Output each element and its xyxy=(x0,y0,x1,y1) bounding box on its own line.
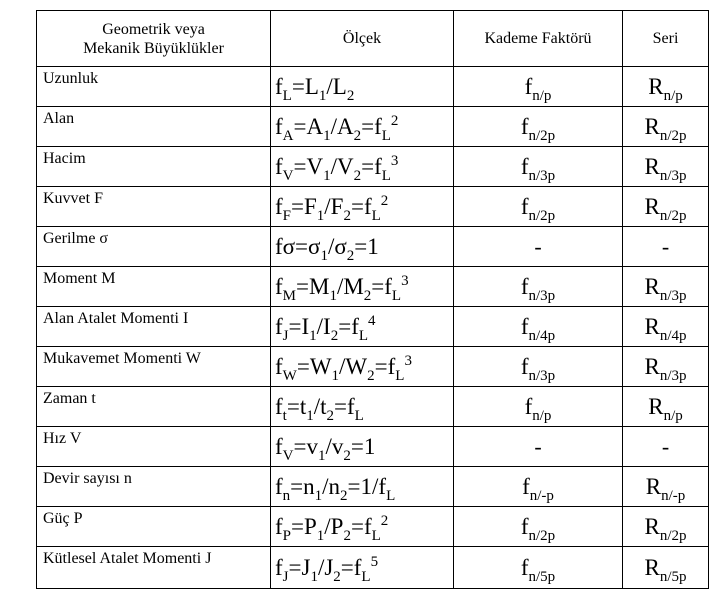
subscript: n/p xyxy=(532,407,552,424)
expr-text: f xyxy=(275,73,283,99)
series-cell xyxy=(623,67,709,107)
subscript: L xyxy=(361,568,371,585)
quantity-cell: Kuvvet F xyxy=(37,187,271,227)
expr-text: =f xyxy=(350,513,372,539)
factor-cell xyxy=(454,67,623,107)
subscript: 2 xyxy=(343,447,351,464)
subscript: 1 xyxy=(329,287,337,304)
scale-cell xyxy=(271,547,454,589)
table-header xyxy=(37,11,709,67)
factor-cell xyxy=(454,187,623,227)
table-row xyxy=(37,507,709,547)
expr-text: f xyxy=(275,153,283,179)
header-series: Seri xyxy=(623,11,709,67)
quantity-cell: Devir sayısı n xyxy=(37,467,271,507)
subscript: L xyxy=(395,367,405,384)
expr-text: f xyxy=(275,273,283,299)
expr-text: R xyxy=(644,153,660,179)
table-body xyxy=(37,67,709,589)
expr-text: =f xyxy=(361,153,382,179)
subscript: V xyxy=(282,447,294,464)
expr-text: R xyxy=(644,193,660,219)
expr-text: f xyxy=(275,433,283,459)
quantity-cell: Uzunluk xyxy=(37,67,271,107)
expr-text: =v xyxy=(293,433,318,459)
factor-cell xyxy=(454,387,623,427)
subscript: 2 xyxy=(367,367,375,384)
table-row xyxy=(37,187,709,227)
expr-text: =M xyxy=(296,273,330,299)
series-cell xyxy=(623,507,709,547)
expr-text: /W xyxy=(339,353,368,379)
expr-text: =f xyxy=(361,113,382,139)
expr-text: R xyxy=(645,473,662,499)
table-row xyxy=(37,387,709,427)
factor-cell xyxy=(454,227,623,267)
expr-text: f xyxy=(275,513,283,539)
subscript: n/3p xyxy=(659,367,687,384)
subscript: 1 xyxy=(323,127,331,144)
subscript: n/3p xyxy=(659,167,687,184)
header-quantity-line1: Geometrik veya xyxy=(102,20,205,38)
series-cell xyxy=(623,187,709,227)
scale-cell xyxy=(271,507,454,547)
quantity-cell: Moment M xyxy=(37,267,271,307)
expr-text: f xyxy=(275,554,283,580)
subscript: n/p xyxy=(663,407,683,424)
subscript: 1 xyxy=(320,247,328,264)
subscript: 2 xyxy=(346,87,355,104)
expr-text: /F xyxy=(324,193,344,219)
expr-text: R xyxy=(644,353,660,379)
expr-text: f xyxy=(520,193,529,219)
factor-cell xyxy=(454,507,623,547)
expr-text: f xyxy=(520,313,529,339)
subscript: 1 xyxy=(323,167,331,184)
scale-cell xyxy=(271,347,454,387)
expr-text: =I xyxy=(288,313,310,339)
table-row xyxy=(37,67,709,107)
subscript: F xyxy=(282,207,292,224)
expr-text: /P xyxy=(324,513,344,539)
expr-text: =1/f xyxy=(347,473,387,499)
subscript: 2 xyxy=(353,167,362,184)
subscript: n/3p xyxy=(659,287,687,304)
series-cell xyxy=(623,307,709,347)
subscript: 2 xyxy=(333,568,341,585)
expr-text: f xyxy=(522,473,530,499)
expr-text: =A xyxy=(293,113,324,139)
expr-text: f xyxy=(520,353,529,379)
subscript: n/2p xyxy=(528,127,556,144)
subscript: 1 xyxy=(318,87,327,104)
subscript: 2 xyxy=(326,407,334,424)
subscript: L xyxy=(354,407,364,424)
expr-text: =f xyxy=(338,313,359,339)
expr-text: f xyxy=(520,273,529,299)
expr-text: =f xyxy=(340,554,362,580)
table-row xyxy=(37,107,709,147)
subscript: 1 xyxy=(318,447,326,464)
expr-text: /I xyxy=(316,313,331,339)
series-cell xyxy=(623,547,709,589)
expr-text: =V xyxy=(293,153,324,179)
subscript: n/4p xyxy=(659,327,687,344)
header-factor: Kademe Faktörü xyxy=(454,11,623,67)
subscript: 1 xyxy=(331,367,340,384)
subscript: n/-p xyxy=(661,487,686,504)
superscript: 3 xyxy=(401,272,409,289)
expr-text: /M xyxy=(336,273,364,299)
subscript: n/2p xyxy=(528,207,556,224)
expr-text: =P xyxy=(291,513,317,539)
superscript: 5 xyxy=(370,553,379,570)
subscript: n/5p xyxy=(528,568,556,585)
subscript: 2 xyxy=(330,327,339,344)
quantity-cell: Hız V xyxy=(37,427,271,467)
subscript: J xyxy=(282,568,289,585)
expr-text: /L xyxy=(326,73,347,99)
subscript: A xyxy=(282,127,294,144)
subscript: V xyxy=(282,167,294,184)
subscript: 2 xyxy=(343,527,351,544)
header-scale: Ölçek xyxy=(271,11,454,67)
subscript: 1 xyxy=(316,527,325,544)
expr-text: f xyxy=(275,393,283,419)
subscript: n/3p xyxy=(528,167,556,184)
subscript: L xyxy=(282,87,292,104)
subscript: 2 xyxy=(363,287,372,304)
factor-cell xyxy=(454,347,623,387)
subscript: 2 xyxy=(353,127,362,144)
factor-cell xyxy=(454,427,623,467)
expr-text: R xyxy=(644,513,660,539)
table-row xyxy=(37,467,709,507)
scale-cell xyxy=(271,387,454,427)
expr-text: =f xyxy=(350,193,372,219)
expr-text: =F xyxy=(291,193,317,219)
series-cell xyxy=(623,267,709,307)
subscript: n/4p xyxy=(528,327,556,344)
series-cell xyxy=(623,227,709,267)
superscript: 2 xyxy=(380,512,389,529)
expr-text: f xyxy=(275,473,283,499)
factor-cell xyxy=(454,547,623,589)
expr-text: =J xyxy=(288,554,311,580)
expr-text: f xyxy=(275,193,283,219)
factor-cell xyxy=(454,467,623,507)
factor-cell xyxy=(454,267,623,307)
expr-text: =f xyxy=(334,393,355,419)
superscript: 4 xyxy=(368,312,376,329)
scale-cell xyxy=(271,187,454,227)
quantity-cell: Mukavemet Momenti W xyxy=(37,347,271,387)
expr-text: f xyxy=(520,513,529,539)
expr-text: f xyxy=(524,73,533,99)
subscript: n xyxy=(282,487,291,504)
scale-cell xyxy=(271,227,454,267)
expr-text: f xyxy=(524,393,533,419)
subscript: 1 xyxy=(310,568,318,585)
scale-factor-table xyxy=(36,10,709,589)
expr-text: - xyxy=(534,233,542,259)
expr-text: - xyxy=(534,433,542,459)
subscript: J xyxy=(282,327,289,344)
expr-text: f xyxy=(520,554,529,580)
scale-cell xyxy=(271,107,454,147)
expr-text: R xyxy=(644,273,660,299)
subscript: L xyxy=(381,127,391,144)
table-row xyxy=(37,147,709,187)
expr-text: f xyxy=(520,113,529,139)
factor-cell xyxy=(454,147,623,187)
series-cell xyxy=(623,467,709,507)
scale-cell xyxy=(271,467,454,507)
expr-text: =t xyxy=(286,393,307,419)
table-row xyxy=(37,427,709,467)
expr-text: R xyxy=(648,73,664,99)
table-row xyxy=(37,267,709,307)
subscript: n/2p xyxy=(659,527,687,544)
subscript: 2 xyxy=(340,487,348,504)
subscript: M xyxy=(282,287,297,304)
subscript: W xyxy=(282,367,297,384)
table-row xyxy=(37,547,709,589)
scale-cell xyxy=(271,147,454,187)
quantity-cell: Kütlesel Atalet Momenti J xyxy=(37,547,271,589)
subscript: 1 xyxy=(306,407,314,424)
table-row xyxy=(37,347,709,387)
expr-text: /σ xyxy=(327,233,347,259)
expr-text: =f xyxy=(371,273,392,299)
quantity-cell: Hacim xyxy=(37,147,271,187)
expr-text: =1 xyxy=(354,233,379,259)
subscript: n/5p xyxy=(659,568,687,585)
expr-text: - xyxy=(661,233,670,259)
expr-text: f xyxy=(275,353,283,379)
scale-cell xyxy=(271,67,454,107)
subscript: L xyxy=(386,487,396,504)
header-quantity-line2: Mekanik Büyüklükler xyxy=(83,39,224,57)
table-row xyxy=(37,227,709,267)
scale-cell xyxy=(271,267,454,307)
expr-text: /V xyxy=(330,153,354,179)
superscript: 2 xyxy=(390,112,399,129)
expr-text: - xyxy=(661,433,670,459)
expr-text: R xyxy=(644,554,660,580)
quantity-cell: Gerilme σ xyxy=(37,227,271,267)
series-cell xyxy=(623,347,709,387)
superscript: 3 xyxy=(404,352,412,369)
expr-text: =1 xyxy=(350,433,376,459)
expr-text: fσ=σ xyxy=(275,233,321,259)
subscript: L xyxy=(371,207,381,224)
factor-cell xyxy=(454,307,623,347)
expr-text: /J xyxy=(317,554,334,580)
subscript: L xyxy=(358,327,369,344)
subscript: 1 xyxy=(316,207,325,224)
subscript: n/2p xyxy=(528,527,556,544)
expr-text: R xyxy=(644,313,660,339)
expr-text: f xyxy=(520,153,529,179)
subscript: 2 xyxy=(346,247,355,264)
quantity-cell: Alan xyxy=(37,107,271,147)
subscript: 1 xyxy=(314,487,323,504)
expr-text: /n xyxy=(322,473,341,499)
quantity-cell: Güç P xyxy=(37,507,271,547)
factor-cell xyxy=(454,107,623,147)
series-cell xyxy=(623,147,709,187)
series-cell xyxy=(623,387,709,427)
subscript: L xyxy=(381,167,391,184)
series-cell xyxy=(623,107,709,147)
series-cell xyxy=(623,427,709,467)
expr-text: =n xyxy=(290,473,315,499)
subscript: n/2p xyxy=(659,127,687,144)
subscript: n/3p xyxy=(528,287,556,304)
subscript: L xyxy=(371,527,381,544)
superscript: 2 xyxy=(380,192,389,209)
subscript: n/p xyxy=(663,87,683,104)
expr-text: =f xyxy=(374,353,396,379)
subscript: 2 xyxy=(343,207,351,224)
subscript: n/p xyxy=(532,87,552,104)
subscript: n/2p xyxy=(659,207,687,224)
header-row xyxy=(37,11,709,67)
subscript: L xyxy=(391,287,402,304)
expr-text: /A xyxy=(330,113,354,139)
quantity-cell: Alan Atalet Momenti I xyxy=(37,307,271,347)
expr-text: f xyxy=(275,313,283,339)
expr-text: R xyxy=(648,393,664,419)
header-quantity xyxy=(37,11,271,67)
subscript: 1 xyxy=(309,327,317,344)
expr-text: /t xyxy=(313,393,327,419)
subscript: n/3p xyxy=(528,367,556,384)
scale-cell xyxy=(271,307,454,347)
expr-text: R xyxy=(644,113,660,139)
table-row xyxy=(37,307,709,347)
quantity-cell: Zaman t xyxy=(37,387,271,427)
scale-cell xyxy=(271,427,454,467)
subscript: P xyxy=(282,527,292,544)
superscript: 3 xyxy=(390,152,399,169)
expr-text: /v xyxy=(325,433,344,459)
expr-text: f xyxy=(275,113,283,139)
expr-text: =L xyxy=(291,73,319,99)
expr-text: =W xyxy=(296,353,332,379)
subscript: n/-p xyxy=(529,487,554,504)
subscript: t xyxy=(282,407,287,424)
